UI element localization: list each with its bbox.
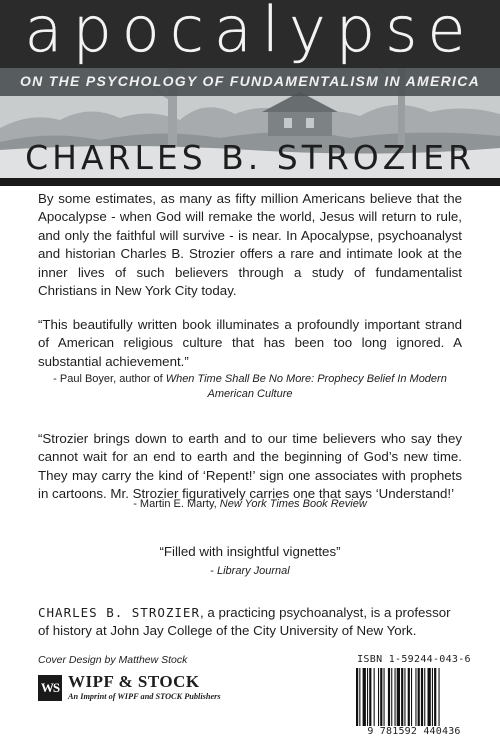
barcode-icon [354, 668, 474, 726]
barcode-bar [380, 668, 382, 726]
isbn-label: ISBN 1-59244-043-6 [357, 654, 471, 665]
publisher-logo [38, 674, 258, 704]
attribution-author: - [210, 565, 217, 577]
barcode-bar [391, 668, 392, 726]
author-name: CHARLES B. STROZIER [25, 138, 475, 177]
review-quote: “Strozier brings down to earth and to our time believers who say they cannot wait for an end to earth and the beginning of God’s new time. They may carry the kind of ‘Repent!’ sign one associates with prophets in cartoons. Mr. Strozier figuratively carries one that says ‘Understand!’ [38, 431, 462, 502]
attribution-work: New York Times Book Review [219, 498, 367, 510]
barcode-bar [418, 668, 420, 726]
review-quote: “Filled with insightful vignettes” [159, 544, 341, 559]
barcode-bar [363, 668, 366, 726]
barcode-bar [356, 668, 358, 726]
barcode-bar [388, 668, 390, 726]
barcode-bar [359, 668, 360, 726]
barcode-bar [428, 668, 431, 726]
barcode-bar [397, 668, 400, 726]
barcode-bar [374, 668, 375, 726]
barcode-bar [434, 668, 436, 726]
barcode-bar [395, 668, 396, 726]
review-attribution [38, 564, 462, 579]
barcode-bar [424, 668, 425, 726]
review-quote: “This beautifully written book illuminates a profoundly important strand of American religious culture that has been too long ignored. A substantial achievement.” [38, 317, 462, 369]
attribution-author: - Paul Boyer, author of [53, 373, 166, 385]
barcode-bar [384, 668, 385, 726]
barcode-bar [408, 668, 410, 726]
bio-text: , a practicing psychoanalyst, is a professor of history at John Jay College of the City University of New York. [38, 605, 451, 639]
publisher-tagline: An Imprint of WIPF and STOCK Publishers [68, 692, 221, 701]
barcode-bar [439, 668, 440, 726]
barcode-bar [415, 668, 416, 726]
book-subtitle: ON THE PSYCHOLOGY OF FUNDAMENTALISM IN AMERICA [19, 73, 481, 89]
review-attribution [38, 372, 462, 402]
cover-header [0, 0, 500, 186]
attribution-work: Library Journal [216, 565, 290, 577]
barcode-bar [432, 668, 433, 726]
publisher-name: WIPF & STOCK [68, 672, 200, 691]
isbn-barcode [350, 654, 478, 740]
barcode-digits: 9 781592 440436 [367, 726, 461, 737]
barcode-bar [401, 668, 403, 726]
barcode-bar [421, 668, 423, 726]
barcode-bar [411, 668, 412, 726]
barcode-bar [378, 668, 379, 726]
barcode-bar [404, 668, 405, 726]
attribution-work: When Time Shall Be No More: Prophecy Belief In Modern American Culture [165, 373, 447, 400]
barcode-bar [369, 668, 371, 726]
review-attribution [38, 497, 462, 512]
cover-design-credit: Cover Design by Matthew Stock [38, 654, 188, 666]
book-blurb: By some estimates, as many as fifty million Americans believe that the Apocalypse - when God will remake the world, Jesus will return to rule, and only the faithful will survive - is near. In Apocalypse, psychoanalyst and historian Charles B. Strozier offers a rare and intimate look at the inner lives of such believers through a study of fundamentalist Christians in New York City today. [38, 191, 462, 299]
bio-author-name: CHARLES B. STROZIER [38, 605, 200, 620]
barcode-bar [367, 668, 368, 726]
publisher-mark-icon: WS [38, 675, 62, 701]
attribution-author: - Martin E. Marty, [133, 498, 220, 510]
author-bio [38, 604, 462, 641]
header-rule [0, 178, 500, 186]
book-title: apocalypse [24, 0, 476, 66]
